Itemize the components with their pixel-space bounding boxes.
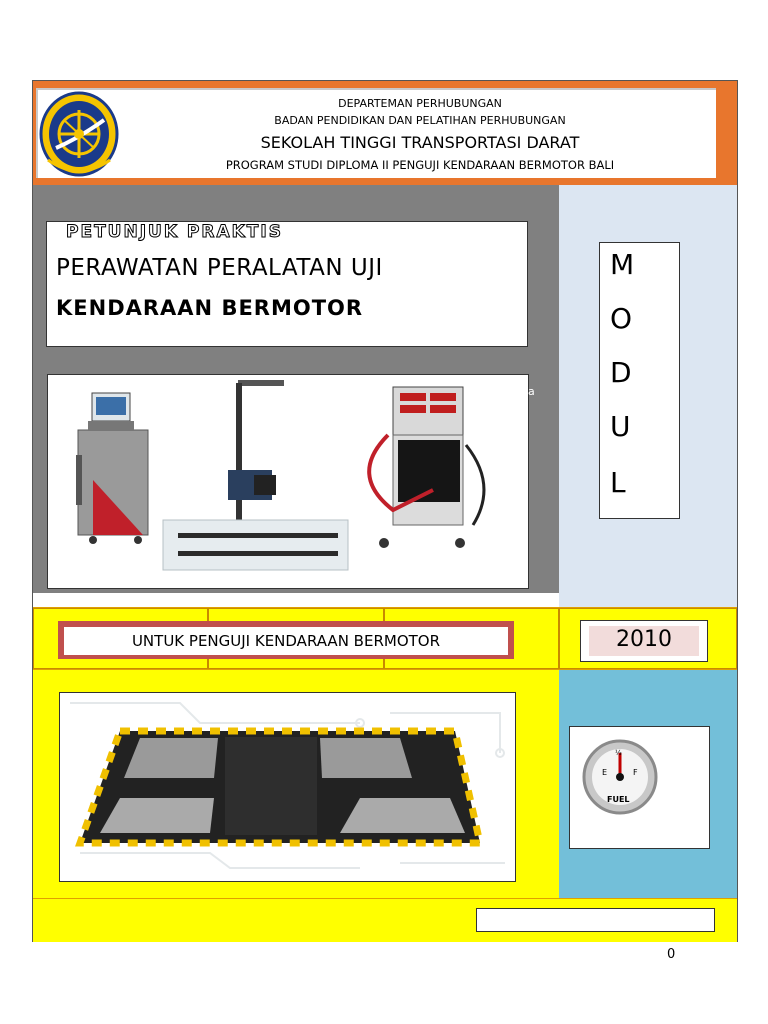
vehicle-test-equipment-image [48, 375, 528, 588]
bottom-empty-box [476, 908, 715, 932]
gauge-fuel-label: FUEL [607, 795, 630, 804]
stray-character: a [528, 385, 535, 398]
gauge-image-box [569, 726, 710, 849]
header-program: PROGRAM STUDI DIPLOMA II PENGUJI KENDARAAN BERMOTOR BALI [225, 158, 615, 172]
plate-image-box [59, 692, 516, 882]
title-kicker: PETUNJUK PRAKTIS [66, 222, 283, 242]
ministry-emblem-icon [38, 90, 120, 178]
fuel-gauge-image [570, 727, 709, 848]
title-line-2: KENDARAAN BERMOTOR [56, 296, 364, 320]
audience-label: UNTUK PENGUJI KENDARAAN BERMOTOR [131, 632, 441, 650]
brake-test-plate-image [60, 693, 515, 881]
modul-letter: M [610, 248, 635, 281]
modul-letter: U [610, 410, 631, 443]
modul-letter: O [610, 302, 633, 335]
title-line-1: PERAWATAN PERALATAN UJI [56, 255, 383, 281]
gauge-half-label: ½ [615, 749, 622, 757]
modul-letter: L [610, 466, 626, 499]
year-label: 2010 [616, 627, 672, 652]
modul-letter: D [610, 356, 632, 389]
header-agency: BADAN PENDIDIKAN DAN PELATIHAN PERHUBUNGAN [274, 114, 566, 127]
page-number: 0 [667, 947, 676, 962]
gauge-e-label: E [602, 768, 608, 777]
equipment-image [47, 374, 529, 589]
header-school-name: SEKOLAH TINGGI TRANSPORTASI DARAT [260, 133, 580, 152]
header-department: DEPARTEMAN PERHUBUNGAN [338, 97, 502, 110]
gauge-f-label: F [633, 768, 638, 777]
